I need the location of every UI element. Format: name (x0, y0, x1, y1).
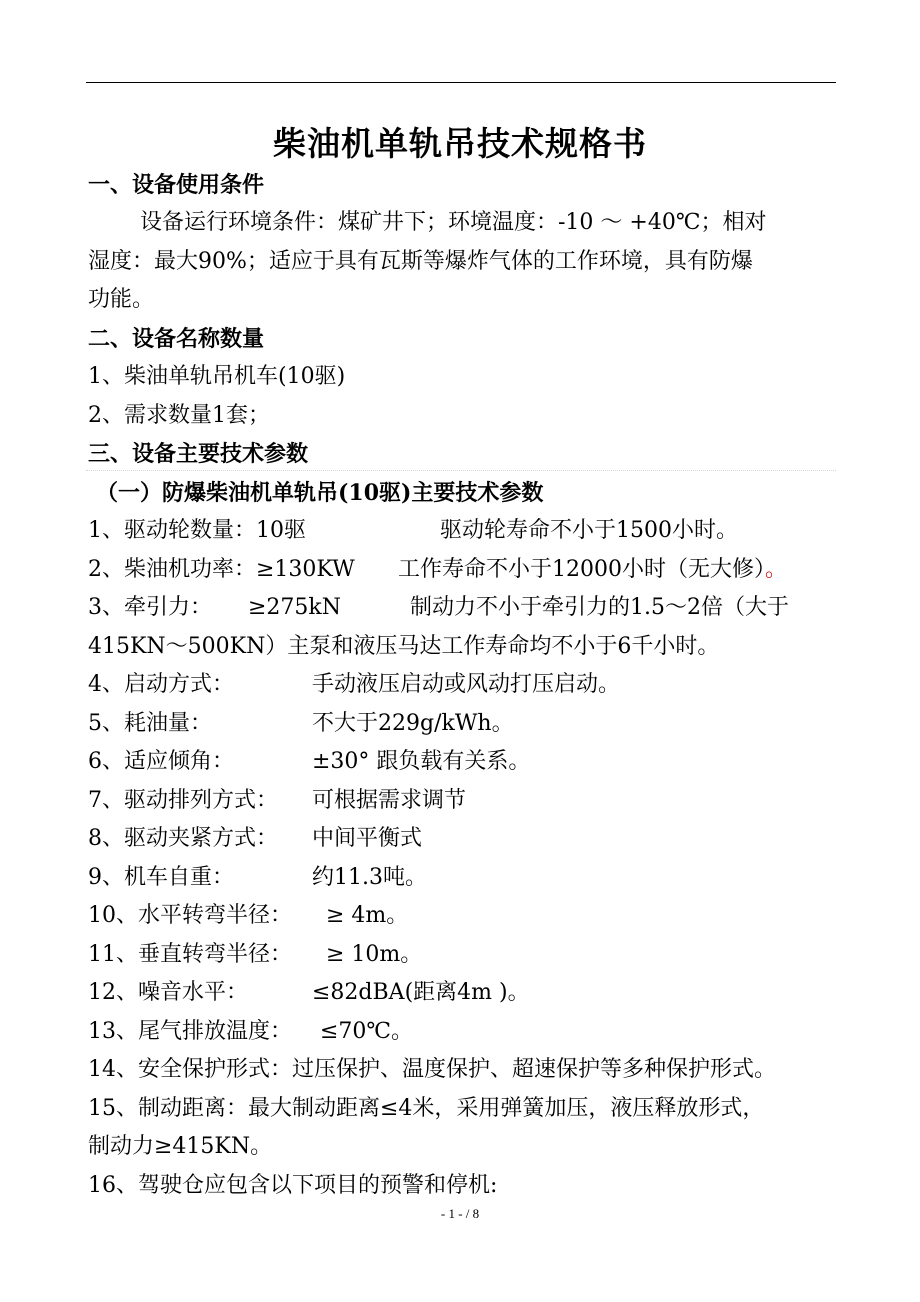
document-title: 柴油机单轨吊技术规格书 (273, 124, 647, 163)
param-row (88, 666, 621, 704)
param-label: 6、适应倾角： (88, 749, 234, 774)
param-label: 2、柴油机功率：≥130KW (88, 557, 355, 582)
param-value: ≤82dBA(距离4m )。 (312, 980, 530, 1005)
param-label: 8、驱动夹紧方式： (88, 826, 278, 851)
param-line: 16、驾驶仓应包含以下项目的预警和停机: (88, 1173, 498, 1198)
param-label: 3、牵引力： (88, 595, 212, 620)
param-row (88, 512, 738, 550)
param-value: ±30° 跟负载有关系。 (312, 749, 531, 774)
param-line: 15、制动距离：最大制动距离≤4米，采用弹簧加压，液压释放形式， (88, 1096, 765, 1121)
param-continuation: 415KN～500KN）主泵和液压马达工作寿命均不小于6千小时。 (88, 634, 720, 659)
param-row (88, 705, 514, 743)
param-row (88, 589, 789, 627)
param-value: 制动力不小于牵引力的1.5～2倍（大于 (410, 595, 789, 620)
paragraph-line: 湿度：最大90%；适应于具有瓦斯等爆炸气体的工作环境，具有防爆 (88, 249, 753, 274)
param-label: 12、噪音水平： (88, 980, 248, 1005)
section-heading-1: 一、设备使用条件 (88, 172, 265, 198)
param-label: 13、尾气排放温度： (88, 1019, 292, 1044)
header-rule (86, 82, 836, 83)
param-value: 手动液压启动或风动打压启动。 (312, 672, 621, 697)
param-row (88, 936, 423, 974)
param-mid: ≥275kN (248, 595, 342, 620)
list-item: 2、需求数量1套； (88, 403, 270, 428)
param-row (88, 551, 788, 589)
param-value: ≤70℃。 (320, 1019, 414, 1044)
paragraph-line: 功能。 (88, 287, 155, 312)
param-row (88, 820, 423, 858)
subsection-heading: （一）防爆柴油机单轨吊(10驱)主要技术参数 (96, 480, 544, 506)
divider (86, 470, 836, 471)
paragraph-line: 设备运行环境条件：煤矿井下；环境温度：-10 ～ +40℃；相对 (140, 210, 767, 235)
param-label: 1、驱动轮数量：10驱 (88, 518, 306, 543)
section-heading-3: 三、设备主要技术参数 (88, 441, 309, 467)
param-row (88, 974, 530, 1012)
param-value: 工作寿命不小于12000小时（无大修）。 (398, 557, 788, 582)
page-number: - 1 - / 8 (440, 1206, 480, 1221)
param-row (88, 859, 427, 897)
param-value: 可根据需求调节 (312, 788, 467, 813)
param-label: 4、启动方式： (88, 672, 234, 697)
param-row (88, 1013, 414, 1051)
param-row (88, 897, 409, 935)
param-row (88, 743, 531, 781)
param-label: 5、耗油量： (88, 711, 212, 736)
param-label: 11、垂直转弯半径： (88, 942, 292, 967)
param-line: 14、安全保护形式：过压保护、温度保护、超速保护等多种保护形式。 (88, 1057, 776, 1082)
param-value: ≥ 10m。 (326, 942, 423, 967)
param-label: 9、机车自重： (88, 865, 234, 890)
param-value: 驱动轮寿命不小于1500小时。 (440, 518, 738, 543)
param-value: 不大于229g/kWh。 (312, 711, 514, 736)
param-label: 10、水平转弯半径： (88, 903, 292, 928)
param-value: 中间平衡式 (312, 826, 423, 851)
section-heading-2: 二、设备名称数量 (88, 326, 265, 352)
param-row (88, 782, 467, 820)
param-value: 约11.3吨。 (312, 865, 427, 890)
red-punctuation: 。 (765, 557, 788, 582)
param-continuation: 制动力≥415KN。 (88, 1134, 273, 1159)
param-value: ≥ 4m。 (326, 903, 409, 928)
param-label: 7、驱动排列方式： (88, 788, 278, 813)
list-item: 1、柴油单轨吊机车(10驱) (88, 364, 346, 389)
